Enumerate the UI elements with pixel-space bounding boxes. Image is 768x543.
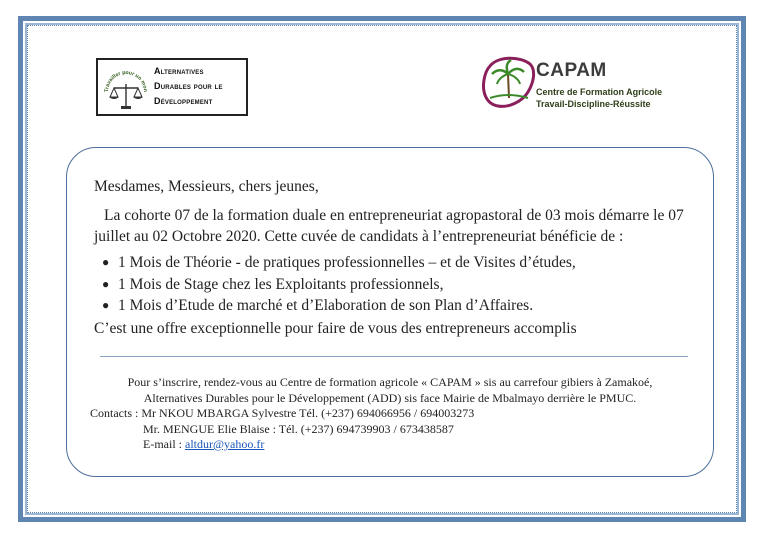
bullet-icon: ● [102, 255, 110, 269]
contacts-label: Contacts : [90, 406, 139, 420]
list-item-text: 1 Mois d’Etude de marché et d’Elaboration de son Plan d’Affaires. [118, 297, 534, 314]
palm-tree-icon [478, 52, 538, 112]
contact-footer [90, 375, 690, 453]
divider [100, 356, 688, 357]
bullet-icon: ● [102, 298, 110, 312]
list-item-text: 1 Mois de Stage chez les Exploitants professionnels, [118, 275, 444, 293]
capam-title: CAPAM [536, 60, 607, 81]
capam-subtitle-line: Centre de Formation Agricole [536, 87, 663, 97]
add-address: Alternatives Durables pour le Développement (ADD) sis face Mairie de Mbalmayo derrière le PMUC. [143, 390, 637, 405]
email-link[interactable]: altdur@yahoo.fr [185, 437, 265, 451]
scales-of-justice-icon [102, 64, 150, 112]
add-logo-line: Alternatives [154, 66, 204, 76]
capam-logo [478, 52, 678, 118]
list-item-text: 1 Mois de Théorie - de pratiques professionnelles – et de Visites d’études, [118, 254, 576, 271]
add-logo [96, 58, 248, 116]
capam-subtitle [536, 86, 662, 110]
add-arc-text: Travailler pour un mon [103, 69, 149, 93]
bullet-icon: ● [102, 276, 110, 291]
registration-info: Pour s’inscrire, rendez-vous au Centre de formation agricole « CAPAM » sis au carrefour gibiers à Zamakoé, [127, 375, 653, 389]
contact-line [90, 406, 690, 422]
greeting: Mesdames, Messieurs, chers jeunes, [94, 178, 319, 195]
add-logo-line: Développement [154, 96, 213, 106]
email-line [90, 437, 690, 453]
contact-2: Mr. MENGUE Elie Blaise : Tél. (+237) 694739903 / 673438587 [143, 421, 454, 436]
add-logo-text [154, 64, 223, 109]
email-label: E-mail : [143, 437, 182, 451]
contact-1: Mr NKOU MBARGA Sylvestre Tél. (+237) 694066956 / 694003273 [141, 406, 475, 420]
offer-statement: C’est une offre exceptionnelle pour faire de vous des entrepreneurs accomplis [94, 320, 577, 337]
add-logo-line: Durables pour le [154, 81, 223, 91]
list-item [92, 252, 576, 274]
capam-subtitle-line: Travail-Discipline-Réussite [536, 99, 651, 109]
list-item [92, 274, 576, 296]
program-list [92, 252, 576, 317]
intro-paragraph: La cohorte 07 de la formation duale en entrepreneuriat agropastoral de 03 mois démarre le 07 juillet au 02 Octobre 2020. Cette cuvée de candidats à l’entrepreneuriat bénéficie de : [94, 207, 684, 245]
list-item [92, 295, 576, 317]
